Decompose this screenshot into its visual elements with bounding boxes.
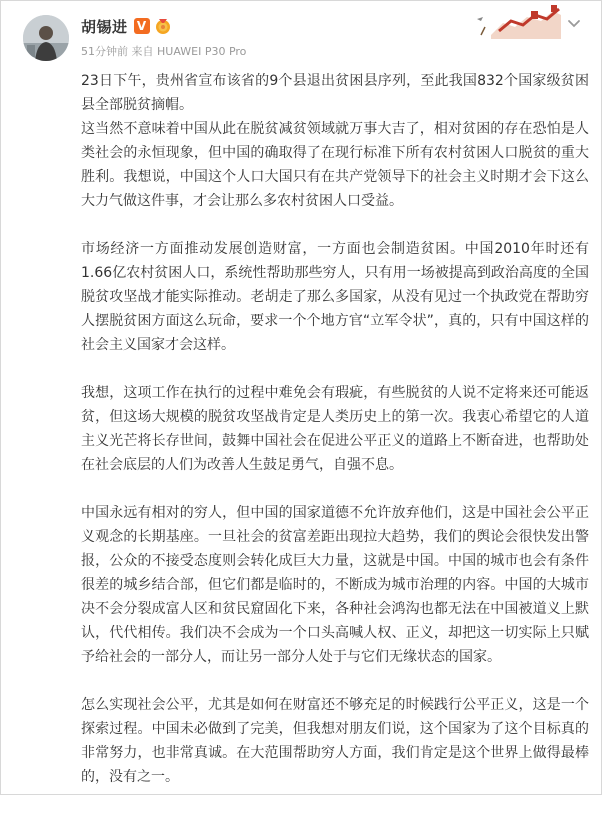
post-content — [81, 69, 589, 813]
post-paragraph: 中国永远有相对的穷人，但中国的国家道德不允许放弃他们，这是中国社会公平正义观念的长期基座。一旦社会的贫富差距出现拉大趋势，我们的舆论会很快发出警报，公众的不接受态度则会转化成巨大力量，这就是中国。中国的城市也会有条件很差的城乡结合部，但它们都是临时的，不断成为城市治理的内容。中国的大城市决不会分裂成富人区和贫民窟固化下来，各种社会鸿沟也都无法在中国被道义上默认，代代相传。我们决不会成为一个口头高喊人权、正义，却把这一切实际上只赋予给社会的一部分人，而让另一部分人处于与它们无缘状态的国家。 — [81, 505, 589, 665]
source-prefix: 来自 — [131, 45, 154, 58]
name-row — [81, 15, 172, 37]
author-name[interactable]: 胡锡进 — [81, 17, 128, 36]
vip-badge: V — [134, 18, 150, 34]
device-name: HUAWEI P30 Pro — [157, 45, 247, 58]
avatar[interactable] — [23, 15, 69, 61]
post-time[interactable]: 51分钟前 — [81, 45, 128, 58]
post-header — [1, 1, 602, 69]
post-meta — [81, 43, 246, 59]
great-wall-banner — [471, 5, 563, 39]
post-paragraph: 怎么实现社会公平，尤其是如何在财富还不够充足的时候践行公平正义，这是一个探索过程。中国未必做到了完美，但我想对朋友们说，这个国家为了这个目标真的非常努力，也非常真诚。在大范围帮助穷人方面，我们肯定是这个世界上做得最棒的，没有之一。 — [81, 697, 589, 785]
chevron-down-icon[interactable] — [567, 19, 581, 29]
post-paragraph: 市场经济一方面推动发展创造财富，一方面也会制造贫困。中国2010年时还有1.66亿农村贫困人口，系统性帮助那些穷人，只有用一场被提高到政治高度的全国脱贫攻坚战才能实际推动。老胡走了那么多国家，从没有见过一个执政党在帮助穷人摆脱贫困方面这么玩命，要求一个个地方官“立军令状”，真的，只有中国这样的社会主义国家才会这样。 — [81, 241, 589, 353]
medal-icon — [154, 17, 172, 35]
post-paragraph: 这当然不意味着中国从此在脱贫减贫领域就万事大吉了，相对贫困的存在恐怕是人类社会的永恒现象，但中国的确取得了在现行标准下所有农村贫困人口脱贫的重大胜利。我想说，中国这个人口大国只有在共产党领导下的社会主义时期才会下这么大力气做这件事，才会让那么多农村贫困人口受益。 — [81, 121, 589, 209]
post-paragraph: 我想，这项工作在执行的过程中难免会有瑕疵，有些脱贫的人说不定将来还可能返贫，但这场大规模的脱贫攻坚战肯定是人类历史上的第一次。我衷心希望它的人道主义光芒将长存世间，鼓舞中国社会在促进公平正义的道路上不断奋进，也帮助处在社会底层的人们为改善人生鼓足勇气，自强不息。 — [81, 385, 589, 473]
post-paragraph: 23日下午，贵州省宣布该省的9个县退出贫困县序列，至此我国832个国家级贫困县全部脱贫摘帽。 — [81, 73, 589, 113]
